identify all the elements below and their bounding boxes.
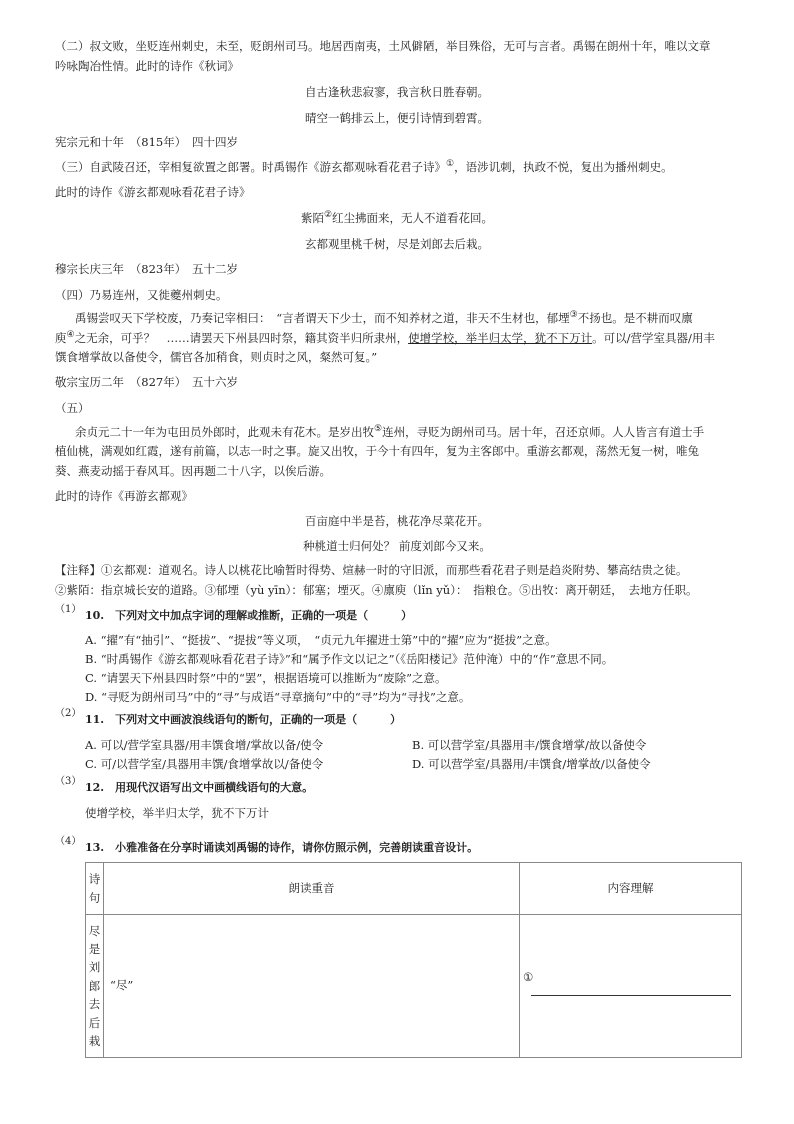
section5-para-line: 葵、燕麦动摇于春风耳。因再题二十八字，以俟后游。 bbox=[55, 464, 331, 478]
section5-para-line: 余贞元二十一年为屯田员外郎时，此观未有花木。是岁出牧⑤连州，寻贬为朗州司马。居十年，召还京师。人人皆言有道士手 bbox=[75, 424, 705, 439]
section5-line2: 此时的诗作《再游玄都观》 bbox=[55, 489, 193, 503]
table-cell-answer[interactable] bbox=[520, 915, 742, 1058]
footnote-marker: ④ bbox=[66, 330, 75, 340]
section3-line2: 此时的诗作《游玄都观咏看花君子诗》 bbox=[55, 185, 251, 199]
year-heading: 敬宗宝历二年 （827年） 五十六岁 bbox=[55, 375, 238, 389]
option-b[interactable]: B. 可以营学室/具器用丰/馔食增掌/故以备使令 bbox=[412, 738, 647, 752]
option-c[interactable]: C. “请罢天下州县四时祭”中的“罢”，根据语境可以推断为“废除”之意。 bbox=[85, 671, 447, 685]
question-number: （1） bbox=[55, 604, 82, 615]
section4-para-line: 馔食增掌故以备使令，儒官各加稍食，则贞时之风，粲然可复。” bbox=[55, 350, 378, 364]
section3-line1: （三）自武陵召还，宰相复欲置之郎署。时禹锡作《游玄都观咏看花君子诗》①，语涉讥刺，执政不悦，复出为播州刺史。 bbox=[55, 159, 673, 174]
underlined-sentence: 使增学校，举半归太学，犹不下万计 bbox=[408, 330, 593, 345]
section2-line2: 吟咏陶冶性情。此时的诗作《秋词》 bbox=[55, 59, 239, 73]
table-header-cell: 内容理解 bbox=[520, 863, 742, 915]
reading-stress-table bbox=[85, 862, 742, 1058]
table-cell-verse: 尽是刘郎去后栽 bbox=[86, 915, 104, 1058]
option-c[interactable]: C. 可/以营学室/具器用丰馔/食增掌故以/备使令 bbox=[85, 757, 324, 771]
question-stem: 10. 下列对文中加点字词的理解或推断，正确的一项是（ ） bbox=[85, 609, 413, 622]
answer-blank-line[interactable] bbox=[531, 994, 731, 996]
question-stem: 12. 用现代汉语写出文中画横线语句的大意。 bbox=[85, 781, 314, 794]
quoted-sentence: 使增学校，举半归太学，犹不下万计 bbox=[85, 806, 269, 820]
poem-line: 晴空一鹤排云上，便引诗情到碧霄。 bbox=[305, 111, 489, 125]
question-stem: 13. 小雅准备在分享时诵读刘禹锡的诗作，请你仿照示例，完善朗读重音设计。 bbox=[85, 841, 479, 854]
question-number: （4） bbox=[55, 836, 82, 847]
option-b[interactable]: B. “时禹锡作《游玄都观咏看花君子诗》”和“属予作文以记之”（《岳阳楼记》范仲淹）中的“作”意思不同。 bbox=[85, 652, 614, 666]
footnote-marker: ① bbox=[446, 159, 455, 169]
section5-para-line: 植仙桃，满观如红霞，遂有前篇，以志一时之事。旋又出牧，于今十有四年，复为主客郎中。重游玄都观，荡然无复一树，唯兔 bbox=[55, 444, 699, 458]
section2-line1: （二）叔文败，坐贬连州刺史，未至，贬朗州司马。地居西南夷，土风僻陋，举目殊俗，无可与言者。禹锡在朗州十年，唯以文章 bbox=[55, 39, 711, 53]
poem-line: 百亩庭中半是苔，桃花净尽菜花开。 bbox=[305, 514, 489, 528]
poem-line: 紫陌②红尘拂面来，无人不道看花回。 bbox=[300, 210, 494, 225]
annotation-line: 【注释】①玄都观：道观名。诗人以桃花比喻暂时得势、煊赫一时的守旧派，而那些看花君子则是趋炎附势、攀高结贵之徒。 bbox=[55, 563, 688, 577]
question-number: （3） bbox=[55, 776, 82, 787]
option-d[interactable]: D. “寻贬为朗州司马”中的“寻”与成语“寻章摘句”中的“寻”均为“寻找”之意。 bbox=[85, 690, 471, 704]
table-cell-stress: “尽” bbox=[104, 915, 520, 1058]
option-a[interactable]: A. “擢”有“抽引”、“挺拔”、“提拔”等义项， “贞元九年擢进士第”中的“擢”应为“挺拔”之意。 bbox=[85, 633, 557, 647]
section4-para-line: 禹锡尝叹天下学校废，乃奏记宰相曰： “言者谓天下少士，而不知养材之道，非天不生材也，郁堙③不扬也。是不耕而叹廪 bbox=[75, 310, 693, 325]
section5-label: （五） bbox=[55, 401, 90, 415]
question-stem: 11. 下列对文中画波浪线语句的断句，正确的一项是（ ） bbox=[85, 713, 402, 726]
option-d[interactable]: D. 可以营学室/具器用/丰馔食/增掌故/以备使令 bbox=[412, 757, 651, 771]
answer-marker: ① bbox=[523, 969, 534, 984]
annotation-line: ②紫陌：指京城长安的道路。③郁堙（yù yīn）：郁塞；堙灭。④廪庾（lǐn yǔ）： 指粮仓。⑤出牧：离开朝廷， 去地方任职。 bbox=[55, 583, 698, 597]
year-heading: 穆宗长庆三年 （823年） 五十二岁 bbox=[55, 262, 238, 276]
table-header-cell: 诗句 bbox=[86, 863, 104, 915]
section4-para-line: 庾④之无余，可乎？ ……请罢天下州县四时祭，籍其资半归所隶州，使增学校，举半归太学，犹不下万计。可以/营学室具器/用丰 bbox=[55, 330, 715, 345]
section4-line1: （四）乃易连州，又徙夔州刺史。 bbox=[55, 288, 228, 302]
poem-line: 自古逢秋悲寂寥，我言秋日胜春朝。 bbox=[305, 85, 489, 99]
table-header-cell: 朗读重音 bbox=[104, 863, 520, 915]
footnote-marker: ⑤ bbox=[374, 424, 383, 434]
poem-line: 种桃道士归何处？ 前度刘郎今又来。 bbox=[303, 539, 491, 553]
footnote-marker: ② bbox=[323, 210, 333, 220]
year-heading: 宪宗元和十年 （815年） 四十四岁 bbox=[55, 135, 238, 149]
poem-line: 玄都观里桃千树，尽是刘郎去后栽。 bbox=[305, 237, 489, 251]
footnote-marker: ③ bbox=[569, 310, 578, 320]
option-a[interactable]: A. 可以/营学室具器/用丰馔食增/掌故以备/使令 bbox=[85, 738, 324, 752]
question-number: （2） bbox=[55, 708, 82, 719]
